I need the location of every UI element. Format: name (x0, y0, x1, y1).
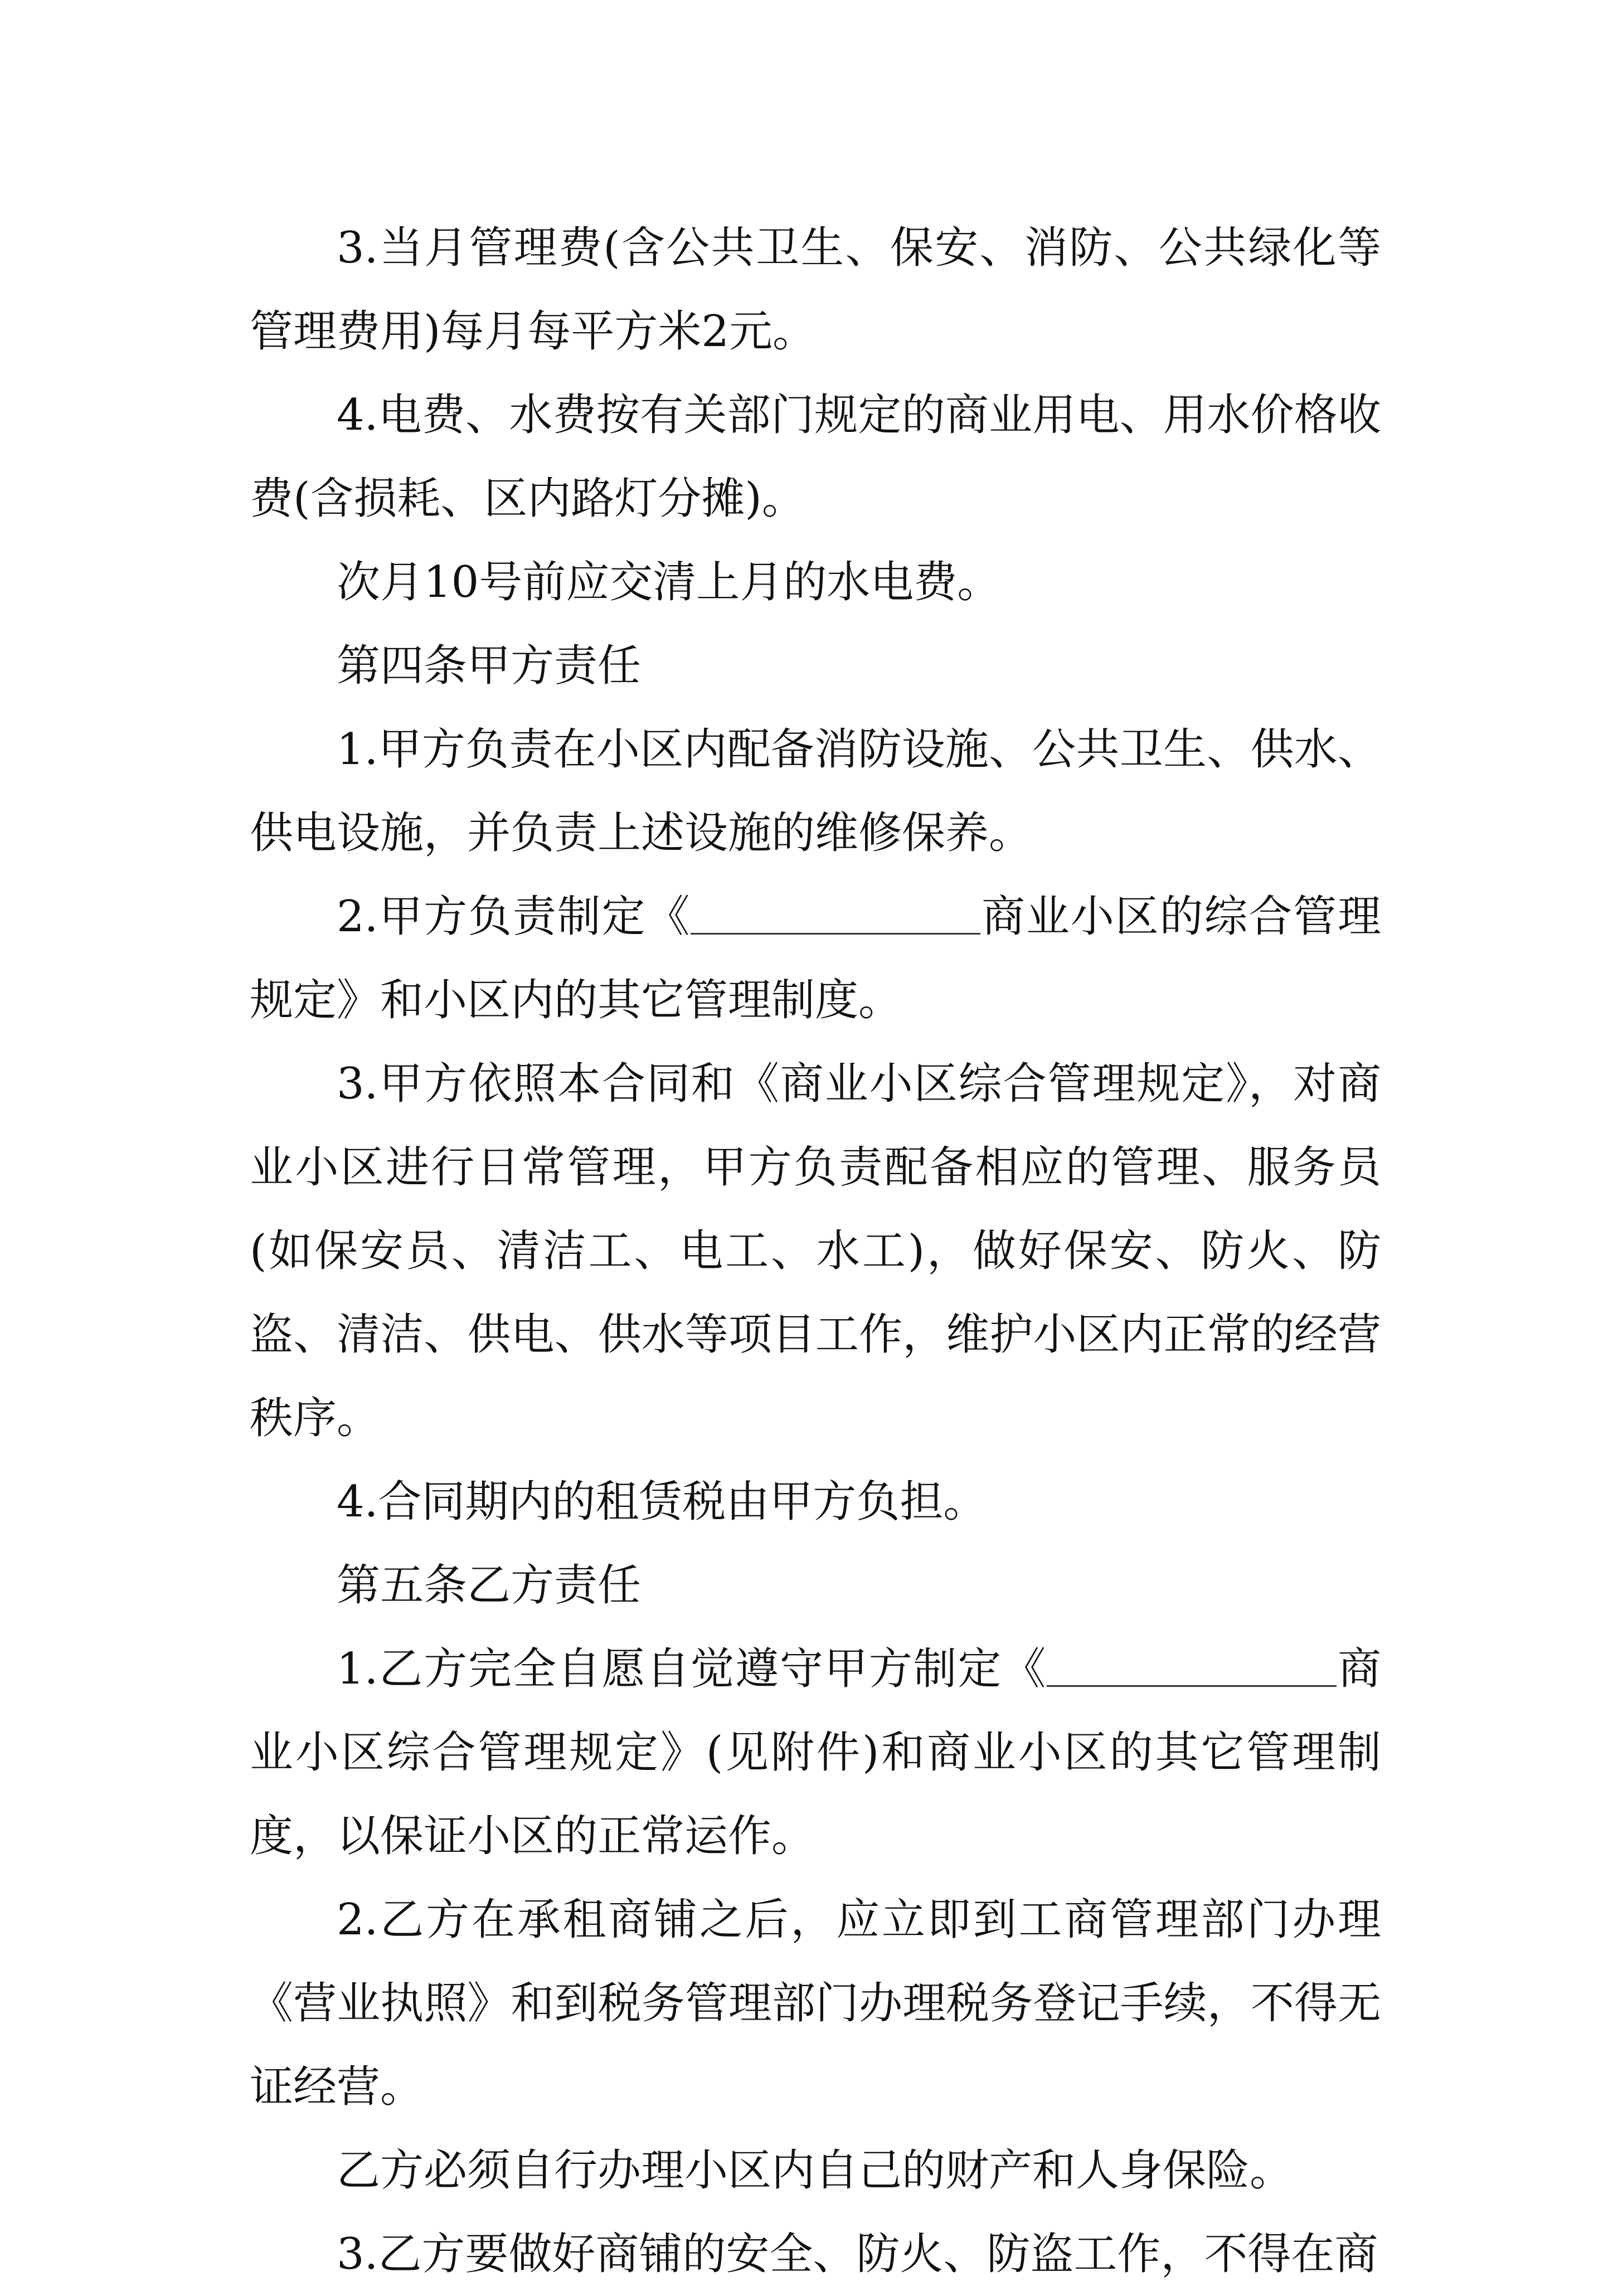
section-heading: 第五条乙方责任 (337, 1560, 642, 1611)
paragraph: 2.乙方在承租商铺之后，应立即到工商管理部门办理《营业执照》和到税务管理部门办理税务登记手续，不得无证经营。 (250, 1895, 1381, 2112)
fill-in-blank (1047, 1642, 1337, 1687)
paragraph: 3.当月管理费(含公共卫生、保安、消防、公共绿化等管理费用)每月每平方米2元。 (250, 223, 1381, 357)
section-heading: 第四条甲方责任 (337, 641, 642, 691)
paragraph-with-blank (250, 1627, 1381, 1878)
paragraph-text: 2.甲方负责制定《 (337, 892, 691, 942)
fill-in-blank (691, 889, 980, 935)
paragraph-text: 1.乙方完全自愿自觉遵守甲方制定《 (337, 1644, 1047, 1694)
paragraph: 次月10号前应交清上月的水电费。 (337, 557, 1001, 607)
paragraph: 3.甲方依照本合同和《商业小区综合管理规定》，对商业小区进行日常管理，甲方负责配备相应的管理、服务员(如保安员、清洁工、电工、水工)，做好保安、防火、防盗、清洁、供电、供水等项目工作，维护小区内正常的经营秩序。 (250, 1059, 1381, 1443)
paragraph: 1.甲方负责在小区内配备消防设施、公共卫生、供水、供电设施，并负责上述设施的维修保养。 (250, 724, 1381, 858)
paragraph: 4.电费、水费按有关部门规定的商业用电、用水价格收费(含损耗、区内路灯分摊)。 (250, 390, 1381, 524)
paragraph-text: 商业小区综合管理规定》(见附件)和商业小区的其它管理制度，以保证小区的正常运作。 (250, 1644, 1381, 1861)
document-body (250, 206, 1381, 2296)
paragraph: 4.合同期内的租赁税由甲方负担。 (337, 1477, 987, 1527)
paragraph: 3.乙方要做好商铺的安全、防火、防盗工作，不得在商 (337, 2229, 1378, 2279)
paragraph-text: 商业小区的综合管理规定》和小区内的其它管理制度。 (250, 892, 1381, 1025)
paragraph: 乙方必须自行办理小区内自己的财产和人身保险。 (337, 2146, 1294, 2196)
paragraph-with-blank (250, 875, 1381, 1042)
